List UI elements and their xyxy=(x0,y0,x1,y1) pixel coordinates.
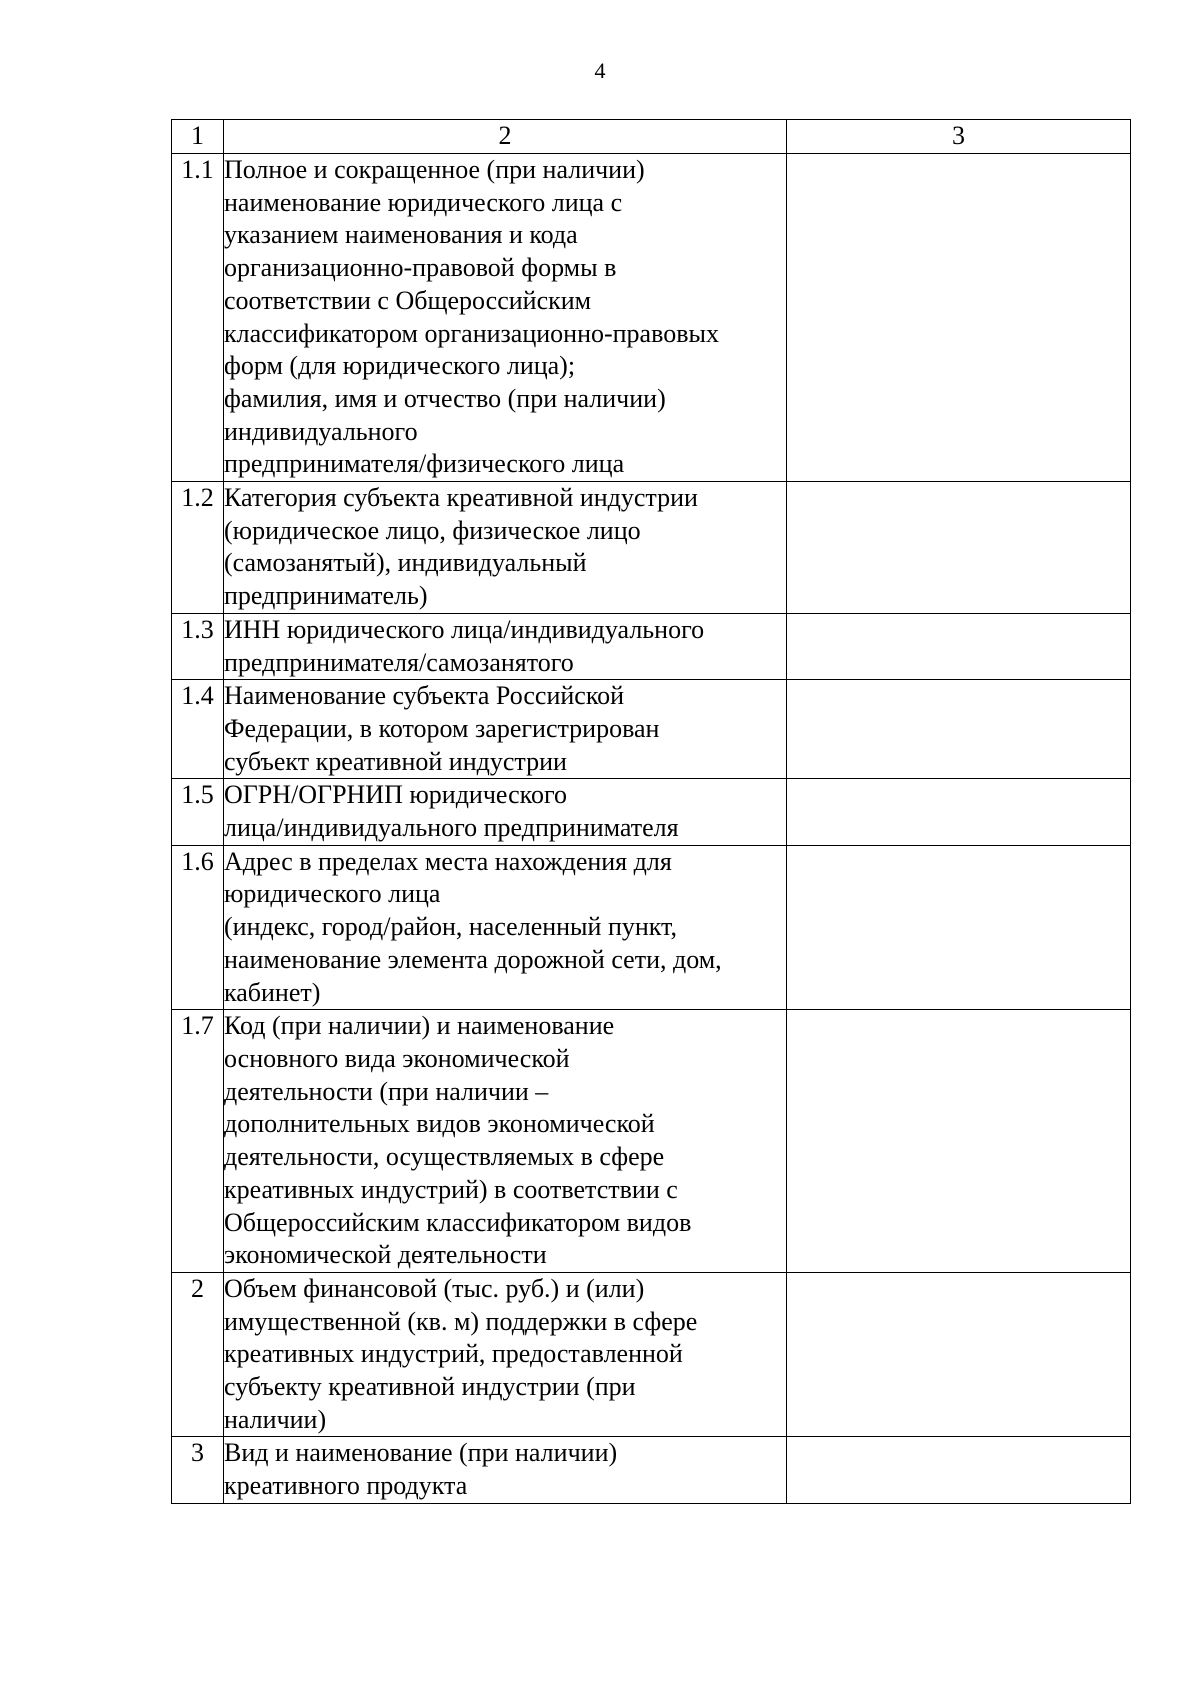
row-description xyxy=(224,1437,787,1503)
row-description-text: Код (при наличии) и наименование основного вида экономической деятельности (при наличии – дополнительных видов экономической деятельности, осуществляемых в сфере креативных индустрий) в соответствии с Общероссийским классификатором видов экономической деятельности xyxy=(224,1011,692,1270)
row-value-cell[interactable] xyxy=(787,779,1131,845)
row-description-text: Адрес в пределах места нахождения для юридического лица xyxy=(224,846,672,909)
table-row xyxy=(172,779,1131,845)
row-description-text: (индекс, город/район, населенный пункт, наименование элемента дорожной сети, дом, кабинет) xyxy=(224,912,722,1007)
row-description-text: ИНН юридического лица/индивидуального предпринимателя/самозанятого xyxy=(224,614,705,677)
table-row xyxy=(172,1272,1131,1437)
table-header-row xyxy=(172,120,1131,154)
column-header-2: 2 xyxy=(224,120,787,154)
row-number: 1.7 xyxy=(172,1010,224,1273)
column-header-3: 3 xyxy=(787,120,1131,154)
row-value-cell[interactable] xyxy=(787,154,1131,482)
row-value-cell[interactable] xyxy=(787,482,1131,614)
column-header-1: 1 xyxy=(172,120,224,154)
row-description-text: Объем финансовой (тыс. руб.) и (или) имущественной (кв. м) поддержки в сфере креативных индустрий, предоставленной субъекту креативной индустрии (при наличии) xyxy=(224,1273,698,1434)
row-description-text: фамилия, имя и отчество (при наличии) индивидуального предпринимателя/физического лица xyxy=(224,383,666,479)
row-description xyxy=(224,779,787,845)
row-number: 1.1 xyxy=(172,154,224,482)
row-number: 1.4 xyxy=(172,680,224,779)
row-description xyxy=(224,1010,787,1273)
table-row xyxy=(172,482,1131,614)
table-row xyxy=(172,680,1131,779)
row-description xyxy=(224,613,787,679)
table-row xyxy=(172,1010,1131,1273)
page-number: 4 xyxy=(594,58,606,83)
table-row xyxy=(172,154,1131,482)
row-number: 3 xyxy=(172,1437,224,1503)
row-number: 1.5 xyxy=(172,779,224,845)
row-value-cell[interactable] xyxy=(787,845,1131,1010)
row-description xyxy=(224,680,787,779)
row-number: 1.6 xyxy=(172,845,224,1010)
row-number: 2 xyxy=(172,1272,224,1437)
table-row xyxy=(172,613,1131,679)
row-description-text: Полное и сокращенное (при наличии) наименование юридического лица с указанием наименования и кода организационно-правовой формы в соответствии с Общероссийским классификатором организационно-правовых форм (для юридического лица); xyxy=(224,155,719,381)
row-description xyxy=(224,845,787,1010)
row-description xyxy=(224,1272,787,1437)
table-row xyxy=(172,1437,1131,1503)
row-value-cell[interactable] xyxy=(787,1437,1131,1503)
row-description xyxy=(224,154,787,482)
row-value-cell[interactable] xyxy=(787,680,1131,779)
row-number: 1.3 xyxy=(172,613,224,679)
row-description xyxy=(224,482,787,614)
row-number: 1.2 xyxy=(172,482,224,614)
row-value-cell[interactable] xyxy=(787,1010,1131,1273)
row-description-text: Категория субъекта креативной индустрии (юридическое лицо, физическое лицо (самозанятый), индивидуальный предприниматель) xyxy=(224,483,698,611)
row-value-cell[interactable] xyxy=(787,613,1131,679)
row-description-text: ОГРН/ОГРНИП юридического лица/индивидуального предпринимателя xyxy=(224,780,679,843)
row-description-text: Наименование субъекта Российской Федерации, в котором зарегистрирован субъект креативной индустрии xyxy=(224,681,660,776)
table-row xyxy=(172,845,1131,1010)
form-table xyxy=(171,119,1131,1504)
row-value-cell[interactable] xyxy=(787,1272,1131,1437)
row-description-text: Вид и наименование (при наличии) креативного продукта xyxy=(224,1438,618,1501)
